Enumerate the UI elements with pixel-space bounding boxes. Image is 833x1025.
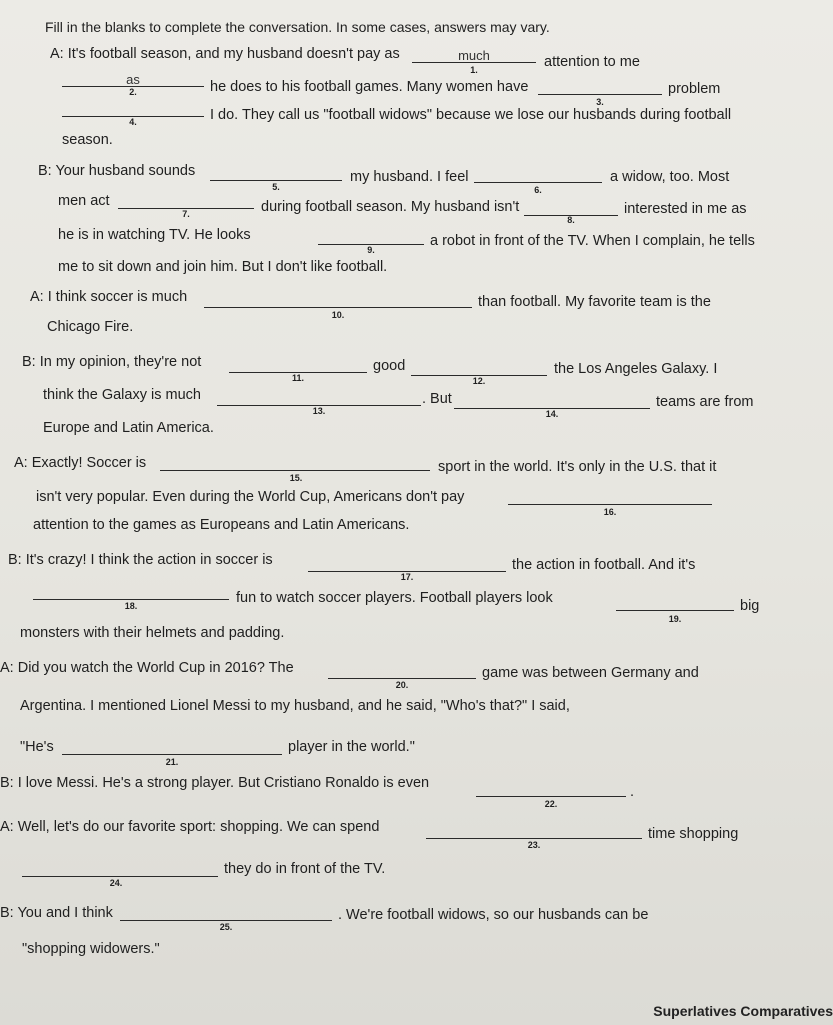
footer-label: Superlatives Comparatives [653,1003,833,1019]
blank-number-9: 9. [367,245,375,255]
blank-14[interactable] [454,392,650,409]
line-a2: he does to his football games. Many women have [210,79,529,95]
line-b2-start: men act [58,193,110,209]
blank-number-11: 11. [291,373,305,383]
blank-11[interactable] [229,356,367,373]
blank-number-8: 8. [567,215,575,225]
line-b6-start: think the Galaxy is much [43,387,201,403]
blank-18[interactable] [33,583,229,600]
blank-3[interactable] [538,78,662,95]
line-b12-end: . We're football widows, so our husbands can be [338,907,649,923]
blank-15[interactable] [160,454,430,471]
blank-5[interactable] [210,164,342,181]
blank-number-15: 15. [289,473,303,483]
line-b1-end: a widow, too. Most [610,169,730,185]
line-b6-end: teams are from [656,394,754,410]
line-a5-start: A: I think soccer is much [30,289,188,305]
blank-21[interactable] [62,738,282,755]
blank-number-13: 13. [312,406,326,416]
line-a10-start: A: Did you watch the World Cup in 2016? The [0,660,294,676]
line-b11-end: . [630,784,635,800]
blank-number-22: 22. [544,799,558,809]
blank-number-19: 19. [668,614,682,624]
line-b6-mid: . But [422,391,452,407]
line-a11: Argentina. I mentioned Lionel Messi to my husband, and he said, "Who's that?" I said, [20,698,570,714]
line-a4: season. [62,132,113,148]
blank-number-3: 3. [596,97,604,107]
blank-number-12: 12. [472,376,486,386]
blank-number-21: 21. [165,757,179,767]
blank-10[interactable] [204,291,472,308]
blank-number-24: 24. [109,878,123,888]
blank-20[interactable] [328,662,476,679]
blank-17[interactable] [308,555,506,572]
blank-number-23: 23. [527,840,541,850]
line-a7-end: sport in the world. It's only in the U.S. that it [438,459,717,475]
line-b7: Europe and Latin America. [43,420,214,436]
blank-16[interactable] [508,488,712,505]
blank-number-18: 18. [124,601,138,611]
line-b8-end: the action in football. And it's [512,557,696,573]
answer-2: as [126,72,140,87]
blank-24[interactable] [22,860,218,877]
blank-7[interactable] [118,192,254,209]
line-b3-start: he is in watching TV. He looks [58,227,251,243]
blank-number-14: 14. [545,409,559,419]
line-a8-start: isn't very popular. Even during the World Cup, Americans don't pay [36,489,465,505]
blank-number-7: 7. [182,209,190,219]
line-a1-end: attention to me [544,54,640,70]
line-a7-start: A: Exactly! Soccer is [14,455,147,471]
line-b5-start: B: In my opinion, they're not [22,354,202,370]
blank-19[interactable] [616,594,734,611]
blank-number-1: 1. [470,65,478,75]
blank-8[interactable] [524,199,618,216]
line-b9-end: big [740,598,760,614]
line-a14: they do in front of the TV. [224,861,386,877]
blank-number-5: 5. [272,182,280,192]
blank-number-25: 25. [219,922,233,932]
blank-number-4: 4. [129,117,137,127]
blank-number-20: 20. [395,680,409,690]
blank-number-17: 17. [400,572,414,582]
line-a9: attention to the games as Europeans and Latin Americans. [33,517,410,533]
blank-12[interactable] [411,359,547,376]
line-b12-start: B: You and I think [0,905,113,921]
blank-23[interactable] [426,822,642,839]
line-a10-end: game was between Germany and [482,665,699,681]
line-b5-end: the Los Angeles Galaxy. I [554,361,718,377]
blank-13[interactable] [217,389,421,406]
blank-number-16: 16. [603,507,617,517]
answer-1: much [458,48,490,63]
line-a2-end: problem [668,81,721,97]
blank-number-6: 6. [534,185,542,195]
blank-9[interactable] [318,228,424,245]
line-a3: I do. They call us "football widows" because we lose our husbands during football [210,107,732,123]
line-a6: Chicago Fire. [47,319,134,335]
line-b10: monsters with their helmets and padding. [20,625,285,641]
line-b13: "shopping widowers." [22,941,160,957]
line-b8-start: B: It's crazy! I think the action in soccer is [8,552,273,568]
line-b1-mid: my husband. I feel [350,169,469,185]
line-a1-start: A: It's football season, and my husband doesn't pay as [50,46,400,62]
blank-number-2: 2. [129,87,137,97]
instructions: Fill in the blanks to complete the conversation. In some cases, answers may vary. [45,19,550,35]
blank-number-10: 10. [331,310,345,320]
line-b5-mid: good [373,358,406,374]
line-b2-mid: during football season. My husband isn't [261,199,520,215]
blank-4[interactable] [62,100,204,117]
blank-25[interactable] [120,904,332,921]
blank-6[interactable] [474,166,602,183]
line-b11-start: B: I love Messi. He's a strong player. But Cristiano Ronaldo is even [0,775,430,791]
line-b4: me to sit down and join him. But I don't like football. [58,259,388,275]
line-b1-start: B: Your husband sounds [38,163,196,179]
line-a5-end: than football. My favorite team is the [478,294,711,310]
blank-22[interactable] [476,780,626,797]
line-b2-end: interested in me as [624,201,747,217]
line-a13-start: A: Well, let's do our favorite sport: shopping. We can spend [0,819,380,835]
line-a12-start: "He's [20,739,54,755]
line-a12-end: player in the world." [288,739,415,755]
line-b3-end: a robot in front of the TV. When I complain, he tells [430,233,755,249]
line-b9-start: fun to watch soccer players. Football players look [236,590,553,606]
line-a13-end: time shopping [648,826,739,842]
